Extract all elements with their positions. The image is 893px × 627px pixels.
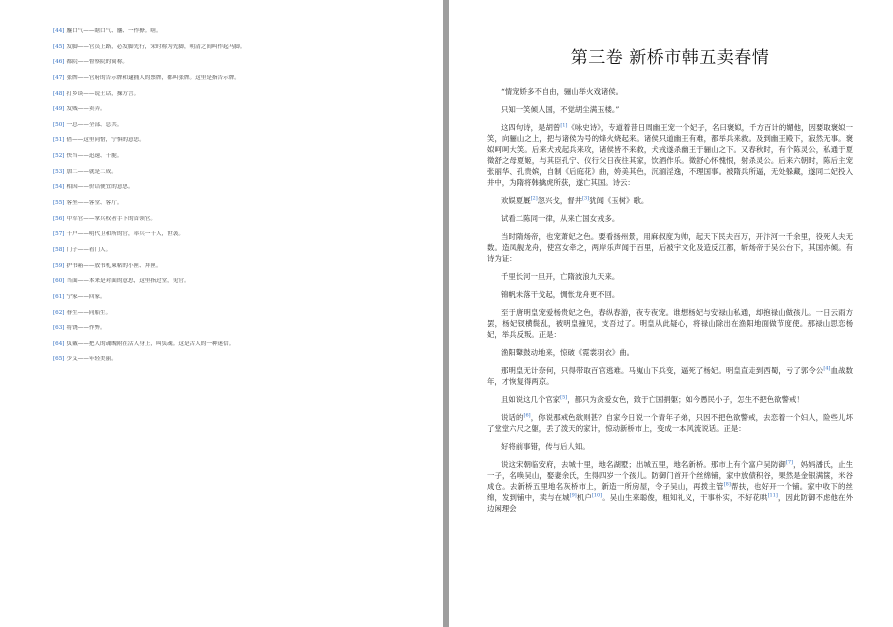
- footnote-text: 都院——督察院的简称。: [66, 59, 129, 66]
- footnote-ref-link[interactable]: [10]: [591, 492, 603, 499]
- footnote-text: 少艾——年轻美丽。: [66, 356, 117, 363]
- paragraph-text: 当时隋炀帝，也宠萧妃之色。要看扬州景，用麻叔度为帅，起天下民夫百万，开汴河一千余里，役死人夫无数。造凤舰龙舟，使宫女牵之，两岸乐声闻于百里，后被宇文化及造反江都，斩炀帝于吴公台下，其国亦倾。有诗为证：: [487, 232, 853, 263]
- paragraph-text: 帮扶，也好开一个铺。家中收下的丝绵，发到铺中，卖与在城: [487, 482, 853, 502]
- paragraph-text: 渔阳鼙鼓动地来，惊破《霓裳羽衣》曲。: [501, 348, 635, 357]
- footnote-number-link[interactable]: [53]: [53, 168, 65, 175]
- footnote-number-link[interactable]: [65]: [53, 356, 65, 363]
- footnote-item: [53, 184, 423, 200]
- footnote-number-link[interactable]: [48]: [53, 90, 65, 97]
- footnote-number-link[interactable]: [56]: [53, 215, 65, 222]
- footnote-text: 相因——价诘便宜的意思。: [66, 184, 134, 191]
- paragraph-text: “情宠娇多不自由，骊山举火戏诸侯。: [501, 87, 624, 96]
- paragraph-text: ，因此防御不虑他在外边闲理会: [487, 493, 853, 513]
- chapter-content: [487, 46, 853, 521]
- footnote-item: [53, 325, 423, 341]
- footnote-text: 鏖口气——瞎口气、鏖、一作撩。嗐。: [66, 28, 162, 34]
- footnote-text: 发贱——卖弄。: [66, 106, 106, 113]
- footnote-item: [53, 247, 423, 263]
- body-paragraph: [487, 213, 853, 224]
- paragraph-text: 只知一笑倾人国，不觉胡尘满玉楼。”: [501, 105, 620, 114]
- footnote-ref-link[interactable]: [4]: [823, 365, 831, 372]
- footnote-item: [53, 216, 423, 232]
- footnote-number-link[interactable]: [52]: [53, 153, 65, 160]
- footnote-item: [53, 169, 423, 185]
- footnote-number-link[interactable]: [44]: [53, 28, 65, 34]
- paragraph-text: 说这宋朝临安府，去城十里，地名湖墅；出城五里，地名新桥。那市上有个富户吴防御: [501, 460, 786, 469]
- body-paragraph: [487, 307, 853, 340]
- paragraph-text: 犹闻《玉树》歌。: [589, 196, 649, 205]
- footnote-item: [53, 137, 423, 153]
- paragraph-text: 试看二陈同一律，从来亡国女戎多。: [501, 214, 620, 223]
- footnote-number-link[interactable]: [50]: [53, 121, 65, 128]
- body-paragraph: [487, 104, 853, 115]
- paragraph-text: 好将前事错，传与后人知。: [501, 442, 590, 451]
- footnote-text: 中军官——掌兵权者手下的首领官。: [66, 215, 156, 222]
- footnote-text: 快当——迅速、干脆。: [66, 153, 123, 160]
- body-paragraph: [487, 289, 853, 300]
- footnote-ref-link[interactable]: [8]: [723, 481, 731, 488]
- footnote-text: 护书箱——放书札柬帖的小匣、拜匣。: [66, 262, 162, 269]
- body-paragraph: [487, 122, 853, 188]
- footnote-number-link[interactable]: [59]: [53, 262, 65, 269]
- body-paragraph: [487, 365, 853, 387]
- footnote-text: 客坐——客堂、客厅。: [66, 200, 123, 207]
- body-paragraph: [487, 271, 853, 282]
- footnote-item: [53, 341, 423, 357]
- footnote-ref-link[interactable]: [1]: [560, 122, 568, 129]
- footnote-ref-link[interactable]: [9]: [569, 492, 577, 499]
- footnote-item: [53, 278, 423, 294]
- footnote-number-link[interactable]: [64]: [53, 340, 65, 347]
- footnote-text: 负戴——把人的魂魄附在活人身上，叫负魂。这是古人的一种迷信。: [66, 340, 235, 347]
- body-paragraph: [487, 195, 853, 206]
- footnote-text: 加二——就是二成。: [66, 168, 117, 175]
- footnote-ref-link[interactable]: [5]: [560, 394, 568, 401]
- footnote-number-link[interactable]: [46]: [53, 59, 65, 66]
- footnote-number-link[interactable]: [58]: [53, 246, 65, 253]
- paragraph-text: 血战数年，才恢复得两京。: [487, 366, 853, 386]
- footnote-number-link[interactable]: [51]: [53, 137, 65, 144]
- paragraph-text: 忽兴戈，督井: [537, 196, 583, 205]
- footnote-number-link[interactable]: [63]: [53, 325, 65, 332]
- footnote-ref-link[interactable]: [11]: [767, 492, 778, 499]
- footnote-item: [53, 153, 423, 169]
- footnote-item: [53, 91, 423, 107]
- footnote-text: 张牌——官府的告示牌和逮捕人的票牌，都叫张牌。这里是指告示牌。: [66, 74, 240, 81]
- footnote-item: [53, 75, 423, 91]
- chapter-title: 第三卷 新桥市韩五卖春情: [570, 48, 770, 68]
- chapter-body: [487, 86, 853, 514]
- footnote-ref-link[interactable]: [3]: [582, 195, 590, 202]
- footnote-text: 一总——全部、总共。: [66, 121, 123, 128]
- paragraph-text: 说话的: [501, 413, 524, 422]
- footnote-item: [53, 200, 423, 216]
- body-paragraph: [487, 394, 853, 405]
- footnote-text: 门子——看门人。: [66, 246, 112, 253]
- footnote-text: 借——这里同惜，宁惧的意思。: [66, 137, 145, 144]
- footnote-number-link[interactable]: [45]: [53, 43, 65, 50]
- body-paragraph: [487, 412, 853, 434]
- paragraph-text: 那明皇无计奈何，只得带取百官逃难。马嵬山下兵变，逼死了杨妃。明皇直走到西蜀，亏了郭令公: [501, 366, 824, 375]
- body-paragraph: [487, 347, 853, 358]
- footnote-item: [53, 106, 423, 122]
- footnote-text: 眷生——同船生。: [66, 309, 112, 316]
- paragraph-text: 《咏史诗》，专道着昔日周幽王宠一个妃子，名曰褒姒，千方百计的媚他，因要取褒姒一笑，向骊山之上，把与诸侯为号的烽火烧起来。诸侯只道幽王有难，都举兵来救。及到幽王殿下，寂然无事。褒姒呵呵大笑。后来犬戎起兵来攻，诸侯皆不来救，犬戎遂杀幽王于骊山之下。又春秋时，有个陈灵公，私通于夏徵舒之母夏姬，与其臣孔宁、仪行父日夜往其家，饮酒作乐。徵舒心怀愧恨，射杀灵公。后来六朝时，陈后主宠张丽华、孔贵嫔，自制《后庭花》曲，姱美其色，沉湎淫逸，不理国事。被隋兵所逼，无处躲藏，遂同二妃投入井中，为隋将韩擒虎所获，遂亡其国。诗云：: [487, 123, 853, 187]
- paragraph-text: 。吴山生来聪俊，粗知礼义，干事朴实，不好花哄: [602, 493, 768, 502]
- paragraph-text: 机户: [576, 493, 592, 502]
- paragraph-text: ，妈妈潘氏，止生一子，名唤吴山，娶妻余氏，生得四岁一个孩儿。防御门首开个丝绵铺，家中放债积谷，果然是金银满箧，米谷成仓。去新桥五里地名灰桥市上，新造一所房屋，令子吴山，再拨主管: [487, 460, 853, 491]
- footnote-item: [53, 356, 423, 372]
- footnote-list: [53, 28, 423, 372]
- footnote-number-link[interactable]: [55]: [53, 200, 65, 207]
- footnote-ref-link[interactable]: [7]: [785, 459, 793, 466]
- body-paragraph: [487, 86, 853, 97]
- footnote-ref-link[interactable]: [2]: [530, 195, 538, 202]
- paragraph-text: 锦帆未落干戈起，惆怅龙舟更不回。: [501, 290, 620, 299]
- footnote-text: 宁家——回家。: [66, 293, 106, 300]
- paragraph-text: 且如说这几个官家: [501, 395, 561, 404]
- footnote-text: 千户——明代卫和所的官，率兵一千人，世袭。: [66, 231, 184, 238]
- footnote-number-link[interactable]: [60]: [53, 278, 65, 285]
- footnote-text: 发脚——官员上路，必发脚先行，宋时称为先脚，明清之间叫作起马脚。: [66, 43, 246, 50]
- footnote-item: [53, 44, 423, 60]
- footnote-text: 将饶——作弊。: [66, 325, 106, 332]
- paragraph-text: ，你说那戒色欲则甚？自家今日说一个青年子弟，只因不把色欲警戒，去恋着一个妇人，险些儿坏了堂堂六尺之躯，丢了泼天的家计，惊动新桥市上，变成一本风流说话。正是：: [487, 413, 853, 433]
- footnote-number-link[interactable]: [61]: [53, 293, 65, 300]
- footnote-item: [53, 28, 423, 44]
- paragraph-text: 欢娱夏厩: [501, 196, 531, 205]
- footnote-item: [53, 231, 423, 247]
- footnote-item: [53, 263, 423, 279]
- footnote-number-link[interactable]: [54]: [53, 184, 65, 191]
- footnote-number-link[interactable]: [62]: [53, 309, 65, 316]
- footnote-number-link[interactable]: [57]: [53, 231, 65, 238]
- footnote-item: [53, 294, 423, 310]
- footnote-text: 当面——本来是对面的意思，这里指过堂，见官。: [66, 278, 190, 285]
- paragraph-text: 千里长河一旦开，亡隋波浪九天来。: [501, 272, 620, 281]
- paragraph-text: ，都只为贪爱女色，致于亡国捐躯；如今愚民小子，怎生不把色欲警戒！: [567, 395, 804, 404]
- footnote-item: [53, 59, 423, 75]
- footnote-number-link[interactable]: [47]: [53, 74, 65, 81]
- paragraph-text: 至于唐明皇宠爱杨贵妃之色，春纵春游，夜专夜宠。谁想杨妃与安禄山私通，却抱禄山做孩儿。一日云雨方罢，杨妃钗横鬓乱，被明皇撞见，支吾过了。明皇从此疑心，将禄山除出在渔阳地面做节度使。那禄山思恋杨妃，举兵反叛。正是：: [487, 308, 853, 339]
- footnote-ref-link[interactable]: [6]: [523, 412, 531, 419]
- paragraph-text: 这四句诗，是胡曾: [501, 123, 561, 132]
- footnote-number-link[interactable]: [49]: [53, 106, 65, 113]
- footnote-item: [53, 310, 423, 326]
- body-paragraph: [487, 459, 853, 514]
- footnote-item: [53, 122, 423, 138]
- body-paragraph: [487, 231, 853, 264]
- footnote-text: 打乡谈——说土话，操方言。: [66, 90, 140, 97]
- left-page: [0, 0, 443, 627]
- body-paragraph: [487, 441, 853, 452]
